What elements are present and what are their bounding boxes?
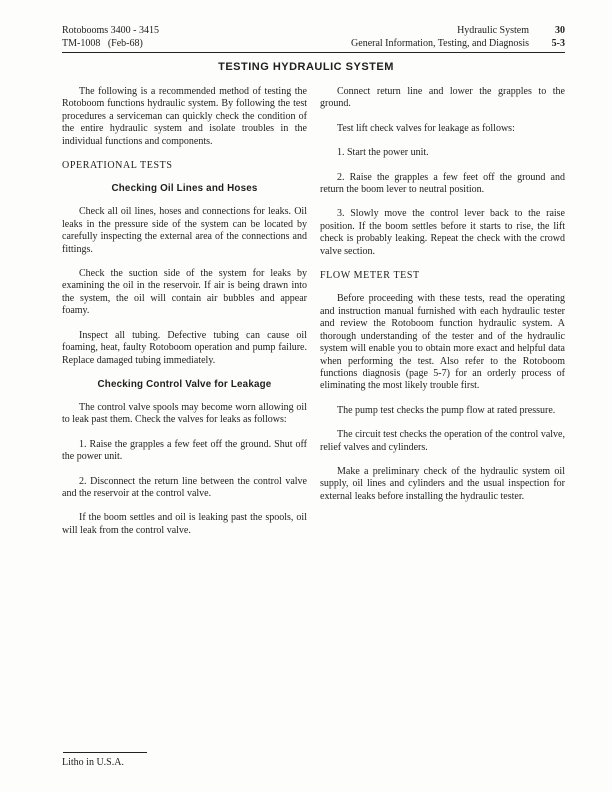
list-step: 2. Raise the grapples a few feet off the ground and return the boom lever to neutral position. bbox=[320, 171, 565, 196]
header-left-block bbox=[62, 24, 159, 50]
paragraph: Check the suction side of the system for leaks by examining the oil in the reservoir. If air is being drawn into the system, the oil will contain air bubbles and appear foamy. bbox=[62, 268, 307, 317]
subsection-heading-control-valve: Checking Control Valve for Leakage bbox=[97, 378, 272, 390]
list-step: 2. Disconnect the return line between the control valve and the reservoir at the control valve. bbox=[62, 475, 307, 499]
header-tm-line: TM-1008 (Feb-68) bbox=[62, 38, 143, 49]
litho-note: Litho in U.S.A. bbox=[62, 757, 124, 768]
header-right-block bbox=[351, 24, 565, 50]
content-columns bbox=[62, 86, 565, 549]
paragraph: The pump test checks the pump flow at rated pressure. bbox=[337, 404, 556, 416]
paragraph: The circuit test checks the operation of the control valve, relief valves and cylinders. bbox=[320, 429, 565, 453]
header-subsection-line bbox=[351, 37, 565, 50]
list-step: 3. Slowly move the control lever back to the raise position. If the boom settles before it starts to rise, the lift check is probably leaking. Repeat the check with the crowd valve section. bbox=[320, 208, 565, 257]
header-section-line bbox=[351, 24, 565, 37]
paragraph: The control valve spools may become worn allowing oil to leak past them. Check the valves for leaks as follows: bbox=[62, 401, 307, 426]
footer-rule bbox=[63, 752, 147, 753]
section-heading-flow-meter-test: FLOW METER TEST bbox=[320, 270, 420, 282]
paragraph: If the boom settles and oil is leaking past the spools, oil will leak from the control valve. bbox=[62, 512, 307, 536]
page-number: 30 bbox=[555, 25, 565, 36]
paragraph: Make a preliminary check of the hydraulic system oil supply, oil lines and cylinders and the usual inspection for external leaks before installing the hydraulic tester. bbox=[320, 465, 565, 502]
subsection-heading-oil-lines: Checking Oil Lines and Hoses bbox=[111, 183, 258, 195]
right-column bbox=[320, 86, 565, 549]
left-column bbox=[62, 86, 307, 549]
section-heading-operational-tests: OPERATIONAL TESTS bbox=[62, 160, 173, 172]
paragraph: Test lift check valves for leakage as follows: bbox=[337, 122, 515, 134]
page-title: TESTING HYDRAULIC SYSTEM bbox=[218, 61, 394, 73]
paragraph: Check all oil lines, hoses and connections for leaks. Oil leaks in the pressure side of the system can be located by carefully inspecting the external area of the connections and fittings. bbox=[62, 206, 307, 255]
paragraph: Connect return line and lower the grapples to the ground. bbox=[320, 86, 565, 110]
header-subsection-title: General Information, Testing, and Diagnosis bbox=[351, 38, 529, 49]
list-step: 1. Start the power unit. bbox=[337, 147, 429, 159]
paragraph: Before proceeding with these tests, read the operating and instruction manual furnished with each hydraulic tester and review the Rotoboom function hydraulic system. A thorough understanding of the tester and of the hydraulic system will enable you to obtain more exact and helpful data when performing the test. Also refer to the Rotoboom functions diagnosis (page 5-7) for an orderly process of eliminating the most likely trouble first. bbox=[320, 293, 565, 392]
header-section-title: Hydraulic System bbox=[457, 25, 529, 36]
paragraph: Inspect all tubing. Defective tubing can cause oil foaming, heat, faulty Rotoboom operation and pump failure. Replace damaged tubing immediately. bbox=[62, 329, 307, 366]
header-model-line: Rotobooms 3400 - 3415 bbox=[62, 25, 159, 36]
paragraph: The following is a recommended method of testing the Rotoboom functions hydraulic system. By following the test procedures a serviceman can quickly check the condition of the entire hydraulic system and isolate troubles in the individual functions and components. bbox=[62, 86, 307, 147]
section-page-number: 5-3 bbox=[551, 38, 565, 49]
list-step: 1. Raise the grapples a few feet off the ground. Shut off the power unit. bbox=[62, 438, 307, 463]
page-header bbox=[62, 24, 565, 53]
